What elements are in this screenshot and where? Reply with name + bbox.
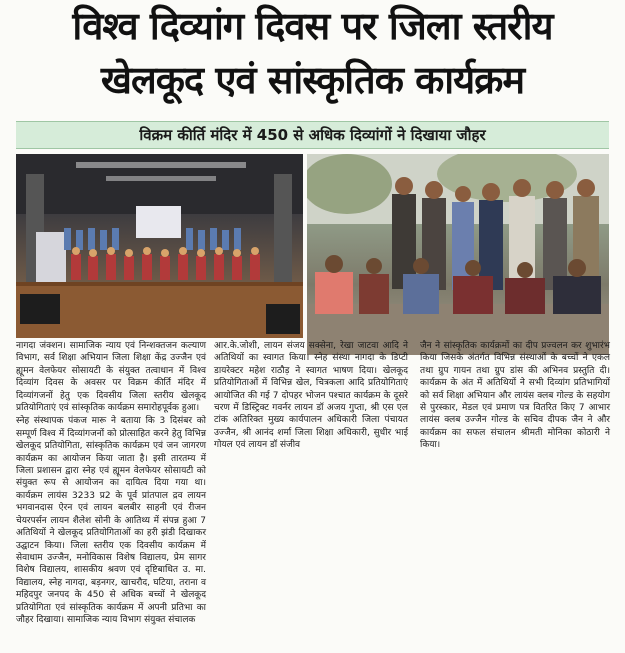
paragraph: आर.के.जोशी, लायन संजय सक्सेना, रेखा जाटवा आदि ने अतिथियों का स्वागत किया। स्नेह संस्था नागदा के डिप्टी डायरेक्टर महेश राठौड़ ने स्वागत भाषण दिया। खेलकूद प्रतियोगिताओं में विभिन्न खेल, चित्रकला आदि प्रतियोगिताएं आयोजित की गई 7 दोपहर भोजन पश्चात कार्यक्रम के दूसरे चरण में डिस्ट्रिक्ट गवर्नर लायन डॉ अजय गुप्ता, श्री एस एल टांक अतिरिक्त मुख्य कार्यपालन अधिकारी जिला पंचायत उज्जैन, श्री आनंद शर्मा जिला शिक्षा अधिकारी, सुधीर भाई गोयल एवं लायन डॉ संजीव bbox=[214, 341, 408, 451]
article-column-2 bbox=[214, 340, 408, 453]
headline-line-1: विश्व दिव्यांग दिवस पर जिला स्तरीय bbox=[72, 4, 553, 48]
event-stage-photo bbox=[16, 154, 303, 338]
article-column-3 bbox=[420, 340, 610, 453]
paragraph: नागदा जंक्शन। सामाजिक न्याय एवं निन्शक्तजन कल्याण विभाग, सर्व शिक्षा अभियान जिला शिक्षा केंद्र उज्जैन एवं ह्यूमन वेलफेयर सोसायटी के संयुक्त तत्वाधान में विश्व दिव्यांग दिवस के अवसर पर विक्रम कीर्ति मंदिर में दिव्यांगजनों हेतु एक दिवसीय जिला स्तरीय खेलकूद प्रतियोगिताएं एवं सांस्कृतिक कार्यक्रम समारोहपूर्वक हुआ। bbox=[16, 341, 206, 414]
banner bbox=[136, 206, 181, 238]
stage-scene bbox=[16, 154, 303, 338]
standee bbox=[36, 232, 66, 287]
guests-group-photo bbox=[307, 154, 609, 355]
headline-line-2: खेलकूद एवं सांस्कृतिक कार्यक्रम bbox=[100, 58, 525, 102]
speaker-left bbox=[20, 294, 60, 324]
group-scene bbox=[307, 154, 609, 355]
paragraph: जैन ने सांस्कृतिक कार्यक्रमों का दीप प्रज्वलन कर शुभारंभ किया जिसके अंतर्गत विभिन्न संस्थाओं के बच्चों ने एकल तथा ग्रुप गायन तथा ग्रुप डांस की अभिनव प्रस्तुति दी। कार्यक्रम के अंत में अतिथियों ने सभी दिव्यांग प्रतिभागियों को सर्व शिक्षा अभियान और लायंस क्लब गोल्ड के सहयोग से पुरस्कार, मेडल एवं प्रमाण पत्र वितरित किए 7 आभार लायंस क्लब उज्जैन गोल्ड के सचिव दीपक जैन ने और कार्यक्रम का सफल संचालन श्रीमती मोनिका कोठारी ने किया। bbox=[420, 341, 610, 451]
subheadline-bar bbox=[16, 121, 609, 149]
speaker-right bbox=[266, 304, 300, 334]
article-column-1 bbox=[16, 340, 206, 627]
subheadline: विक्रम कीर्ति मंदिर में 450 से अधिक दिव्यांगों ने दिखाया जौहर bbox=[139, 126, 486, 144]
paragraph: स्नेह संस्थापक पंकज मारू ने बताया कि 3 दिसंबर को सम्पूर्ण विश्व में दिव्यांगजनों को प्रोत्साहित करने हेतु विभिन्न खेलकूद प्रतियोगिता, सांस्कृतिक कार्यक्रम एवं जन जागरण कार्यक्रम का आयोजन किया जाता है। इसी तारतम्य में जिला प्रशासन द्वारा स्नेह एवं ह्यूमन वेलफेयर सोसायटी को संयुक्त रूप से आयोजन का दायित्व दिया गया था। कार्यक्रम लायंस 3233 प्र2 के पूर्व प्रांतपाल द्रव लायन भगवानदास ऐरन एवं लायन बलबीर साहनी एवं रीजन चेयरपर्सन लायन शैलेश सोनी के आतिथ्य में संपन्न हुआ 7 अतिथियों ने खेलकूद प्रतियोगिताओं का हरी झंडी दिखाकर उद्घाटन किया। जिला स्तरीय एक दिवसीय कार्यक्रम में सेवाधाम उज्जैन, मनोविकास विशेष विद्यालय, प्रेम सागर विशेष विद्यालय, शासकीय श्रवण एवं दृष्टिबाधित उ. मा. विद्यालय, स्नेह नागदा, बड़नगर, खाचरौद, घटिया, तराना व महिदपुर जनपद के 450 से अधिक बच्चों ने खेलकूद प्रतियोगिता एवं सांस्कृतिक कार्यक्रम में अपनी प्रतिभा का जौहर दिखाया। सामाजिक न्याय विभाग संयुक्त संचालक bbox=[16, 416, 206, 625]
